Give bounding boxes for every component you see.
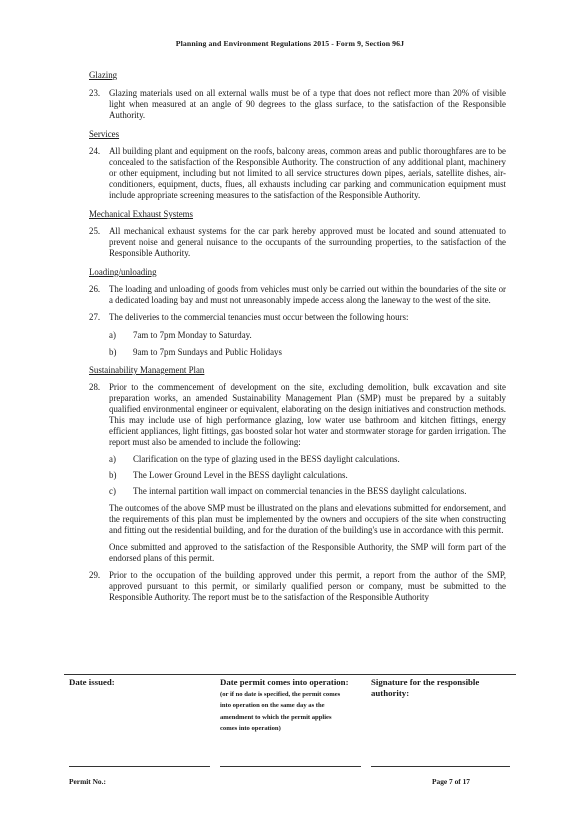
sub-item: [109, 454, 506, 465]
date-operation-line: [220, 766, 361, 767]
condition-number: 26.: [89, 284, 101, 294]
condition-23: [89, 88, 506, 121]
sub-item-number: b): [109, 470, 117, 480]
sub-item-text: The internal partition wall impact on commercial tenancies in the BESS daylight calculations.: [133, 486, 467, 496]
section-heading-glazing: Glazing: [89, 70, 118, 80]
date-operation-label: Date permit comes into operation:: [220, 677, 349, 687]
date-operation-block: [220, 677, 350, 734]
condition-27: [89, 312, 506, 358]
page-header: Planning and Environment Regulations 2015 - Form 9, Section 96J: [175, 39, 405, 48]
permit-number-label: Permit No.:: [69, 777, 106, 786]
date-issued-label: Date issued:: [69, 677, 115, 687]
sub-item-text: 9am to 7pm Sundays and Public Holidays: [133, 347, 282, 357]
sub-item: [109, 330, 506, 341]
signature-line: [371, 766, 510, 767]
sub-item-number: c): [109, 486, 116, 496]
sub-item-text: The Lower Ground Level in the BESS daylight calculations.: [133, 470, 348, 480]
condition-29: [89, 570, 506, 603]
condition-number: 23.: [89, 88, 101, 98]
condition-text: All mechanical exhaust systems for the car park hereby approved must be located and sound attenuated to prevent noise and general nuisance to the occupants of the surrounding properties, to the satisfaction of the Responsible Authority.: [109, 226, 506, 258]
signature-label: Signature for the responsible authority:: [371, 677, 480, 698]
condition-number: 25.: [89, 226, 101, 236]
sub-item: [109, 486, 506, 497]
sub-item: [109, 470, 506, 481]
condition-number: 28.: [89, 382, 101, 392]
condition-text: Glazing materials used on all external walls must be of a type that does not reflect more than 20% of visible light when measured at an angle of 90 degrees to the glass surface, to the satisfaction of the Responsible Authority.: [109, 88, 506, 120]
condition-number: 29.: [89, 570, 101, 580]
date-operation-note: (or if no date is specified, the permit comes into operation on the same day as the amendment to which the permit applies comes into operation): [220, 691, 341, 732]
condition-text: The deliveries to the commercial tenancies must occur between the following hours:: [109, 312, 409, 322]
condition-28: [89, 382, 506, 564]
section-heading-services: Services: [89, 129, 120, 139]
condition-number: 27.: [89, 312, 101, 322]
condition-text: Prior to the occupation of the building approved under this permit, a report from the author of the SMP, approved pursuant to this permit, or similarly qualified person or company, must be submitted to the Responsible Authority. The report must be to the satisfaction of the Responsible Authority: [109, 570, 506, 602]
sub-item: [109, 347, 506, 358]
condition-text: The loading and unloading of goods from vehicles must only be carried out within the boundaries of the site or a dedicated loading bay and must not unreasonably impede access along the laneway to the west of the site.: [109, 284, 506, 305]
section-heading-mechanical-exhaust: Mechanical Exhaust Systems: [89, 209, 194, 219]
condition-24: [89, 146, 506, 201]
sub-item-number: a): [109, 330, 116, 340]
condition-26: [89, 284, 506, 306]
sub-item-number: b): [109, 347, 117, 357]
condition-paragraph: Once submitted and approved to the satisfaction of the Responsible Authority, the SMP will form part of the endorsed plans of this permit.: [109, 542, 506, 563]
date-issued-line: [69, 766, 210, 767]
signature-block-divider: [64, 674, 516, 675]
condition-paragraph: The outcomes of the above SMP must be illustrated on the plans and elevations submitted for endorsement, and the requirements of this plan must be implemented by the owners and occupiers of the site when constructing and fitting out the residential building, and for the duration of the building's use in accordance with this permit.: [109, 503, 506, 535]
condition-text: All building plant and equipment on the roofs, balcony areas, common areas and public thoroughfares are to be concealed to the satisfaction of the Responsible Authority. The construction of any additional plant, machinery or other equipment, including but not limited to all service structures down pipes, aerials, satellite dishes, air-conditioners, equipment, ducts, flues, all exhausts including car parking and communication equipment must include appropriate screening measures to the satisfaction of the Responsible Authority.: [109, 146, 506, 200]
condition-text: Prior to the commencement of development on the site, excluding demolition, bulk excavation and site preparation works, an amended Sustainability Management Plan (SMP) must be prepared by a suitably qualified environmental engineer or equivalent, elaborating on the design initiatives and construction methods. This may include use of high performance glazing, low water use bathroom and kitchen fittings, energy efficient appliances, light fittings, gas boosted solar hot water and stormwater storage for garden irrigation. The report must also be amended to include the following:: [109, 382, 506, 447]
section-heading-sustainability: Sustainability Management Plan: [89, 365, 205, 375]
sub-item-text: 7am to 7pm Monday to Saturday.: [133, 330, 252, 340]
sub-item-number: a): [109, 454, 116, 464]
sub-item-text: Clarification on the type of glazing used in the BESS daylight calculations.: [133, 454, 400, 464]
condition-number: 24.: [89, 146, 101, 156]
condition-25: [89, 226, 506, 259]
document-body: [89, 66, 506, 603]
section-heading-loading: Loading/unloading: [89, 267, 157, 277]
page-number: Page 7 of 17: [432, 777, 470, 786]
